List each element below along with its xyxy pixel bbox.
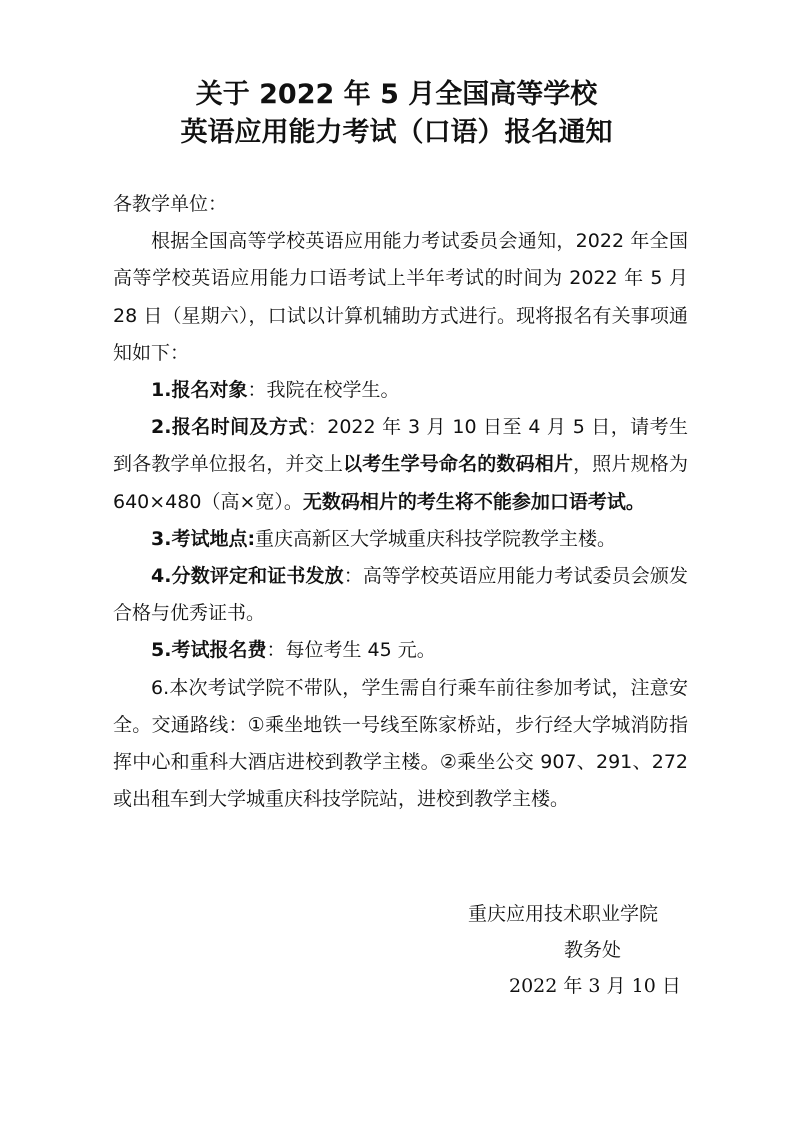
item-1 [113,372,688,409]
item-5-label: 5.考试报名费 [151,639,267,662]
notice-body [113,186,688,818]
item-2 [113,409,688,521]
item-4-text: ：高等学校英语应用能力考试委员会颁发合格与优秀证书。 [113,565,688,625]
title-line-1: 关于 2022 年 5 月全国高等学校 [195,79,598,110]
item-2-bold-b: 无数码相片的考生将不能参加口语考试。 [302,490,645,513]
item-5-text: ：每位考生 45 元。 [266,639,436,662]
item-1-label: 1.报名对象 [151,379,248,402]
signature-org: 重庆应用技术职业学院 [468,903,659,925]
item-3-label: 3.考试地点: [151,527,256,550]
item-3 [113,521,688,558]
item-1-text: ：我院在校学生。 [247,379,400,402]
item-2-label: 2.报名时间及方式 [151,416,308,439]
item-4 [113,558,688,632]
salutation: 各教学单位： [113,193,228,215]
intro-paragraph: 根据全国高等学校英语应用能力考试委员会通知，2022 年全国高等学校英语应用能力口语考试上半年考试的时间为 2022 年 5 月 28 日（星期六），口试以计算机辅助方式进行。现将报名有关事项通知如下： [113,230,688,364]
item-3-text: 重庆高新区大学城重庆科技学院教学主楼。 [255,527,617,550]
item-5 [113,632,688,669]
signature-dept: 教务处 [564,939,622,961]
item-2-text-b: ，照片规格为 640×480（高×宽）。 [113,453,688,513]
item-6: 6.本次考试学院不带队，学生需自行乘车前往参加考试，注意安全。交通路线：①乘坐地铁一号线至陈家桥站，步行经大学城消防指挥中心和重科大酒店进校到教学主楼。②乘坐公交 907、291、272 或出租车到大学城重庆科技学院站，进校到教学主楼。 [113,676,688,811]
item-2-bold-a: 以考生学号命名的数码相片 [343,453,574,476]
item-2-text-a: ：2022 年 3 月 10 日至 4 月 5 日，请考生到各教学单位报名，并交上 [113,416,688,476]
signature-date: 2022 年 3 月 10 日 [509,975,681,997]
item-4-label: 4.分数评定和证书发放 [151,565,344,588]
title-line-2: 英语应用能力考试（口语）报名通知 [180,117,613,148]
